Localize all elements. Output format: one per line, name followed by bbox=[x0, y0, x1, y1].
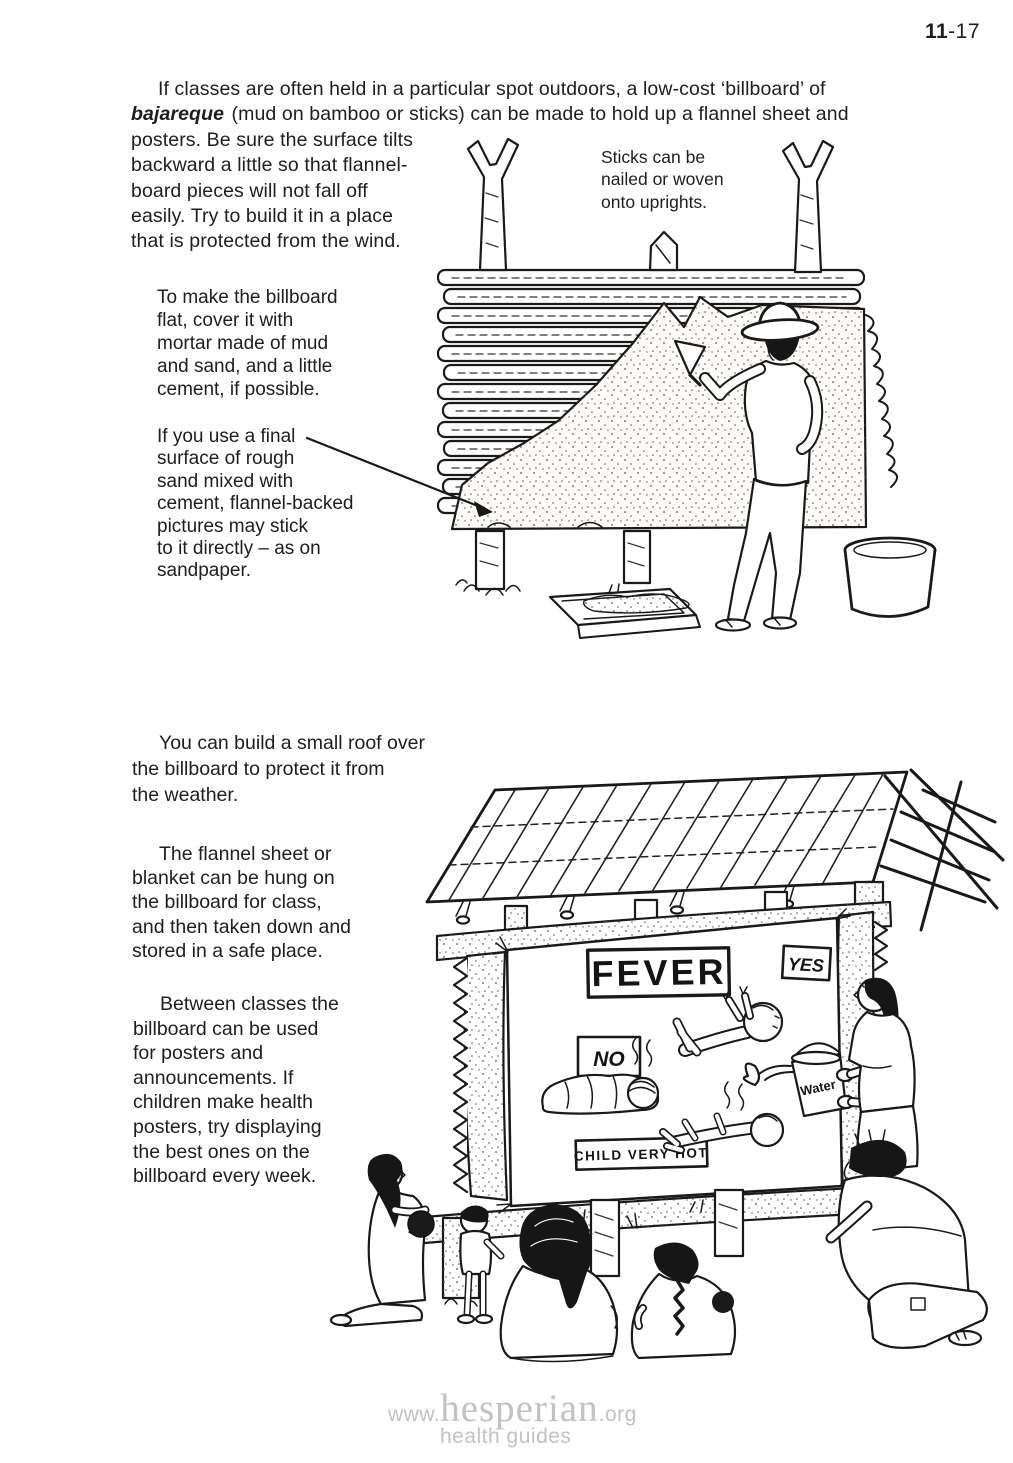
bucket bbox=[845, 538, 935, 617]
flannel-scalloped-edge bbox=[454, 958, 467, 1192]
note-rough-surface: If you use a final surface of rough sand mixed with cement, flannel-backed pictures may stick to it directly – as on sandpaper. bbox=[157, 426, 354, 582]
page-number-chapter: 11 bbox=[924, 20, 949, 43]
hesperian-tagline: health guides bbox=[440, 1425, 572, 1448]
intro-line: easily. Try to build it in a place bbox=[131, 205, 394, 228]
note-arrow bbox=[297, 430, 502, 525]
child-very-hot-label: CHILD VERY HOT bbox=[573, 1145, 709, 1164]
page-number-rest: -17 bbox=[948, 20, 980, 43]
roof-end-frame bbox=[881, 770, 1003, 930]
page-number bbox=[925, 20, 980, 44]
intro-line: If classes are often held in a particular spot outdoors, a low-cost ‘billboard’ of bbox=[158, 78, 826, 100]
figure1-caption-sticks: Sticks can be nailed or woven onto uprights. bbox=[601, 147, 724, 212]
hesperian-url: www.hesperian.org bbox=[388, 1387, 637, 1430]
intro-line: backward a little so that flannel- bbox=[131, 154, 408, 177]
paragraph-roof: You can build a small roof over the billboard to protect it from the weather. bbox=[132, 732, 425, 806]
hesperian-watermark bbox=[388, 1386, 698, 1449]
water-label: Water bbox=[799, 1076, 838, 1099]
kneeling-mother-with-baby bbox=[331, 1154, 434, 1326]
yes-box bbox=[782, 946, 831, 980]
hesperian-logo-text: hesperian bbox=[440, 1387, 599, 1430]
intro-line: board pieces will not fall off bbox=[131, 179, 368, 202]
fever-label: FEVER bbox=[591, 950, 727, 995]
seated-child-braid bbox=[632, 1242, 735, 1358]
note-mortar: To make the billboard flat, cover it with mortar made of mud and sand, and a little cement, if possible. bbox=[157, 287, 338, 400]
figure-billboard-class bbox=[325, 760, 1005, 1374]
mortar-tray bbox=[550, 589, 700, 638]
yes-label: YES bbox=[787, 954, 825, 976]
pointed-stake bbox=[650, 232, 677, 270]
intro-line: bajareque (mud on bamboo or sticks) can be made to hold up a flannel sheet and bbox=[131, 103, 849, 126]
arrowhead bbox=[474, 501, 493, 517]
intro-line: that is protected from the wind. bbox=[131, 230, 401, 253]
intro-line: posters. Be sure the surface tilts bbox=[131, 128, 413, 151]
fever-title-box bbox=[588, 948, 730, 997]
no-box bbox=[578, 1037, 640, 1076]
paragraph-flannel: The flannel sheet or blanket can be hung on the billboard for class, and then taken down and stored in a safe place. bbox=[132, 843, 352, 962]
paragraph-between-classes: Between classes the billboard can be used for posters and announcements. If children make health posters, try displaying the best ones on the billboard every week. bbox=[133, 993, 339, 1188]
thatched-roof bbox=[427, 770, 1003, 934]
no-label: NO bbox=[593, 1048, 625, 1071]
bajareque-term: bajareque bbox=[131, 103, 225, 126]
